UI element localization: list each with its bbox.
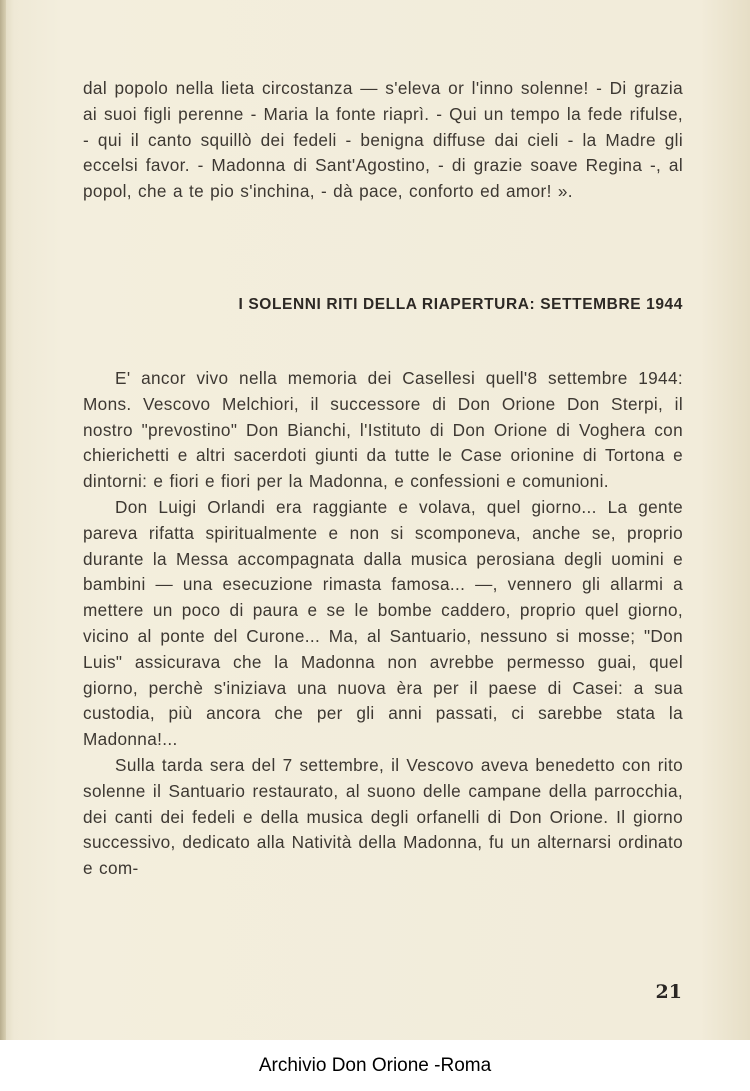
book-spine-edge: [0, 0, 6, 1040]
paragraph-hymn-end: dal popolo nella lieta circostanza — s'eleva or l'inno solenne! - Di grazia ai suoi figli perenne - Maria la fonte riaprì. - Qui un tempo la fede rifulse, - qui il canto squillò dei fedeli - benigna diffuse dai cieli - la Madre gli eccelsi favor. - Madonna di Sant'Agostino, - di grazie soave Regina -, al popol, che a te pio s'inchina, - dà pace, conforto ed amor! ».: [83, 78, 683, 202]
opening-paragraph: [83, 76, 683, 205]
paragraph-memory: E' ancor vivo nella memoria dei Casellesi quell'8 settembre 1944: Mons. Vescovo Melchiori, il successore di Don Orione Don Sterpi, il nostro "prevostino" Don Bianchi, l'Istituto di Don Orione di Voghera con chierichetti e altri sacerdoti giunti da tutte le Case orionine di Tortona e dintorni: e fiori e fiori per la Madonna, e confessioni e comunioni.: [83, 368, 683, 492]
archive-label: Archivio Don Orione -Roma: [258, 1055, 492, 1076]
paragraph-blessing: Sulla tarda sera del 7 settembre, il Vescovo aveva benedetto con rito solenne il Santuario restaurato, al suono delle campane della parrocchia, dei canti dei fedeli e della musica degli orfanelli di Don Orione. Il giorno successivo, dedicato alla Natività della Madonna, fu un alternarsi ordinato e com-: [83, 754, 683, 879]
body-text: [83, 366, 683, 882]
page-number: 21: [655, 981, 682, 1003]
paragraph-don-luigi: Don Luigi Orlandi era raggiante e volava, quel giorno... La gente pareva rifatta spiritualmente e non si scomponeva, anche se, proprio durante la Messa accompagnata dalla musica perosiana degli uomini e bambini — una esecuzione rimasta famosa... —, vennero gli allarmi a mettere un poco di paura e se le bombe caddero, proprio quel giorno, vicino al ponte del Curone... Ma, al Santuario, nessuno si mosse; "Don Luis" assicurava che la Madonna non avrebbe permesso guai, quel giorno, perchè s'iniziava una nuova èra per il paese di Casei: a sua custodia, più ancora che per gli anni passati, ci sarebbe stata la Madonna!...: [83, 496, 683, 750]
section-heading: I SOLENNI RITI DELLA RIAPERTURA: SETTEMBRE 1944: [238, 296, 683, 313]
